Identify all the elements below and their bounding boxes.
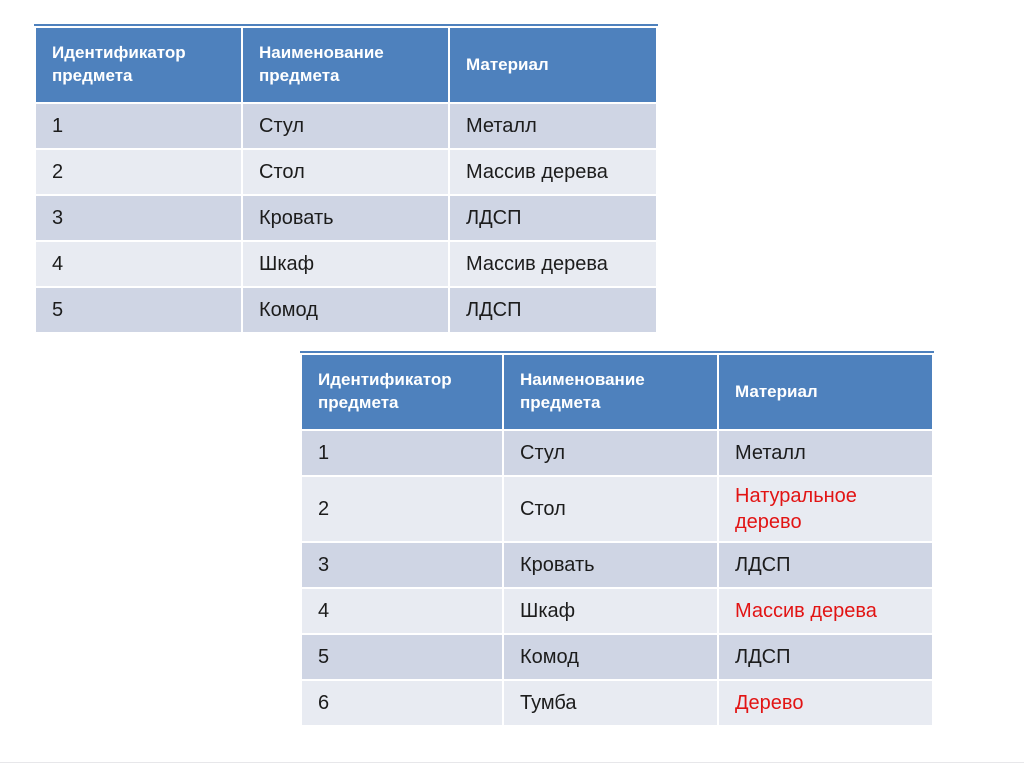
cell-item-id: 3 [36,196,241,240]
cell-item-material: Массив дерева [719,589,932,633]
header-row [302,355,932,429]
cell-item-name: Комод [504,635,717,679]
table-header [302,355,932,429]
table-body [302,431,932,725]
cell-item-id: 6 [302,681,502,725]
cell-item-name: Стул [243,104,448,148]
table-row [302,431,932,475]
cell-item-material: Металл [450,104,656,148]
cell-item-id: 5 [302,635,502,679]
column-header: Наименование предмета [243,28,448,102]
cell-item-material: ЛДСП [450,196,656,240]
cell-item-name: Кровать [243,196,448,240]
cell-item-name: Комод [243,288,448,332]
cell-item-name: Стол [243,150,448,194]
table-row [36,196,656,240]
table-body [36,104,656,332]
cell-item-material: Натуральное дерево [719,477,932,541]
original-items-table [34,24,658,334]
cell-item-material: ЛДСП [719,543,932,587]
table-row [302,589,932,633]
table-row [36,288,656,332]
cell-item-name: Стул [504,431,717,475]
cell-item-id: 4 [36,242,241,286]
cell-item-id: 4 [302,589,502,633]
column-header: Материал [719,355,932,429]
cell-item-material: Дерево [719,681,932,725]
cell-item-name: Тумба [504,681,717,725]
cell-item-material: Металл [719,431,932,475]
cell-item-id: 1 [302,431,502,475]
table-row [302,681,932,725]
cell-item-id: 1 [36,104,241,148]
cell-item-material: Массив дерева [450,150,656,194]
table-header [36,28,656,102]
table-row [302,477,932,541]
column-header: Наименование предмета [504,355,717,429]
cell-item-name: Кровать [504,543,717,587]
cell-item-material: Массив дерева [450,242,656,286]
table-row [36,242,656,286]
header-row [36,28,656,102]
cell-item-name: Шкаф [504,589,717,633]
table-row [302,635,932,679]
table-row [36,150,656,194]
updated-items-table [300,351,934,727]
cell-item-name: Стол [504,477,717,541]
table-row [36,104,656,148]
cell-item-id: 2 [302,477,502,541]
table-row [302,543,932,587]
slide-bottom-rule [0,762,1024,763]
cell-item-name: Шкаф [243,242,448,286]
column-header: Идентификатор предмета [36,28,241,102]
cell-item-material: ЛДСП [719,635,932,679]
cell-item-id: 5 [36,288,241,332]
cell-item-id: 3 [302,543,502,587]
cell-item-id: 2 [36,150,241,194]
column-header: Материал [450,28,656,102]
column-header: Идентификатор предмета [302,355,502,429]
cell-item-material: ЛДСП [450,288,656,332]
